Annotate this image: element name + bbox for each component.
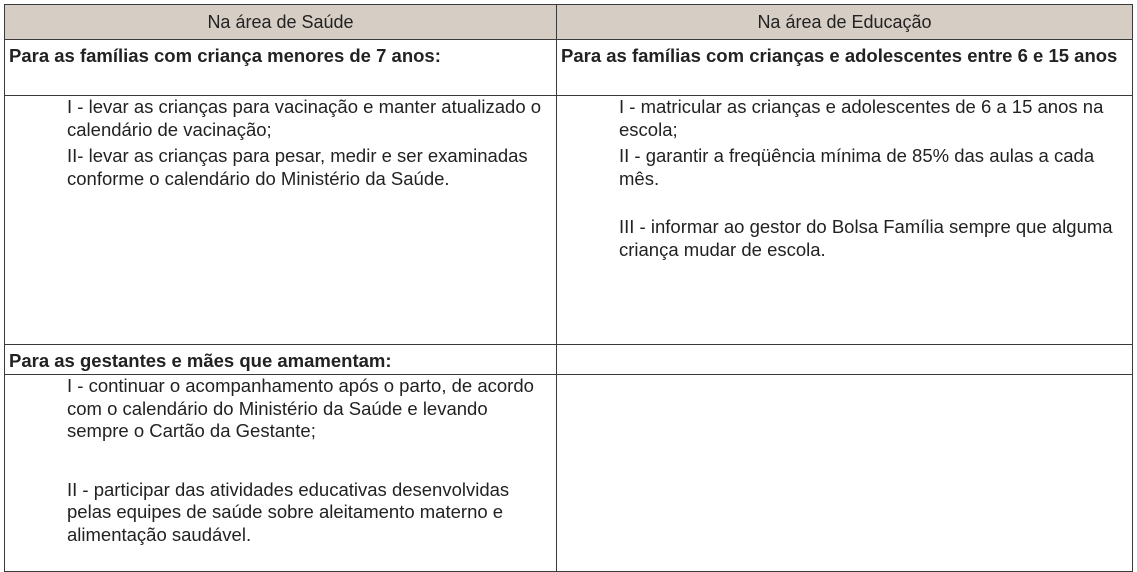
educacao-item-3: III - informar ao gestor do Bolsa Família sempre que alguma criança mudar de escola.: [619, 216, 1113, 260]
section1-educacao-items: [557, 96, 1133, 345]
section2-educacao-title-empty: [557, 345, 1133, 375]
section2-educacao-empty: [557, 375, 1133, 572]
section2-title-row: [5, 345, 1133, 375]
section2-saude-title: Para as gestantes e mães que amamentam:: [5, 345, 557, 375]
educacao-item-1: I - matricular as crianças e adolescentes de 6 a 15 anos na escola;: [619, 96, 1104, 140]
educacao-item-2: II - garantir a freqüência mínima de 85% das aulas a cada mês.: [619, 145, 1095, 189]
section2-content-row: [5, 375, 1133, 572]
gestante-item-2: II - participar das atividades educativas desenvolvidas pelas equipes de saúde sobre aleitamento materno e alimentação saudável.: [67, 478, 510, 545]
gestante-item-1: I - continuar o acompanhamento após o parto, de acordo com o calendário do Ministério da Saúde e levando sempre o Cartão da Gestante;: [67, 375, 534, 441]
section1-content-row: [5, 96, 1133, 345]
section2-saude-items: [5, 375, 557, 572]
header-saude-label: Na área de Saúde: [207, 12, 354, 32]
section1-title-row: [5, 40, 1133, 96]
conditionalities-table: [4, 4, 1133, 572]
header-saude: [5, 5, 557, 40]
header-educacao-label: Na área de Educação: [757, 12, 932, 32]
section1-saude-title: Para as famílias com criança menores de 7 anos:: [5, 40, 557, 96]
section1-educacao-title: Para as famílias com crianças e adolescentes entre 6 e 15 anos: [557, 40, 1133, 96]
header-educacao: [557, 5, 1133, 40]
header-row: [5, 5, 1133, 40]
saude-item-2: II- levar as crianças para pesar, medir e ser examinadas conforme o calendário do Ministério da Saúde.: [67, 145, 528, 189]
saude-item-1: I - levar as crianças para vacinação e manter atualizado o calendário de vacinação;: [67, 96, 542, 140]
section1-saude-items: [5, 96, 557, 345]
